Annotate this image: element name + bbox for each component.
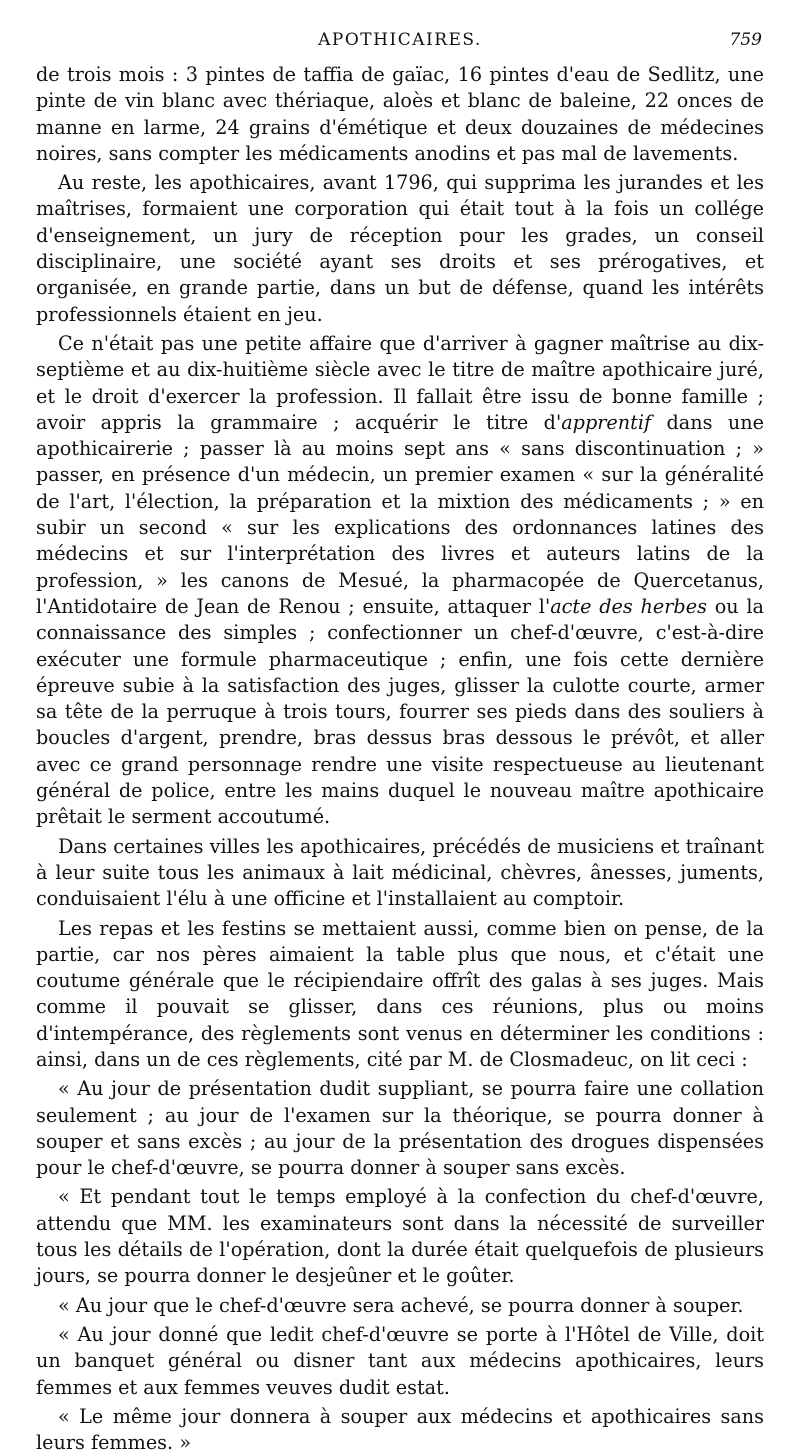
paragraph-text: Dans certaines villes les apothicaires, précédés de musiciens et traînant à leur suite tous les animaux à lait médicinal, chèvres, ânesses, juments, conduisaient l'élu à une officine et l'installaient au comptoir. <box>36 834 764 911</box>
italic-term-apprentif: apprentif <box>561 410 652 434</box>
paragraph-text: Ce n'était pas une petite affaire que d'arriver à gagner maîtrise au dix-septième et au dix-huitième siècle avec le titre de maître apothicaire juré, et le droit d'exercer la profession. Il fallait être issu de bonne famille ; avoir appris la grammaire ; acquérir le titre d' <box>36 331 764 434</box>
quote-paragraph-1 <box>36 1076 764 1181</box>
quote-text: « Et pendant tout le temps employé à la confection du chef-d'œuvre, attendu que MM. les examinateurs sont dans la nécessité de surveiller tous les détails de l'opération, dont la durée était quelquefois de plusieurs jours, se pourra donner le desjeûner et le goûter. <box>36 1185 764 1288</box>
paragraph-text: de trois mois : 3 pintes de taffia de gaïac, 16 pintes d'eau de Sedlitz, une pinte de vin blanc avec thériaque, aloès et blanc de baleine, 22 onces de manne en larme, 24 grains d'émétique et deux douzaines de médecines noires, sans compter les médicaments anodins et pas mal de lavements. <box>36 63 764 165</box>
paragraph-text: Les repas et les festins se mettaient aussi, comme bien on pense, de la partie, car nos pères aimaient la table plus que nous, et c'était une coutume générale que le récipiendaire offrît des galas à ses juges. Mais comme il pouvait se glisser, dans ces réunions, plus ou moins d'intempérance, des règlements sont venus en déterminer les conditions : ainsi, dans un de ces règlements, cité par M. de Closmadeuc, on lit ceci : <box>36 916 764 1071</box>
body-text <box>36 62 764 1456</box>
quote-text: « Le même jour donnera à souper aux médecins et apothicaires sans leurs femmes. » <box>36 1404 764 1455</box>
paragraph-text: ou la connaissance des simples ; confectionner un chef-d'œuvre, c'est-à-dire exécuter une formule pharmaceutique ; enfin, une fois cette dernière épreuve subie à la satisfaction des juges, glisser la culotte courte, armer sa tête de la perruque à trois tours, fourrer ses pieds dans des souliers à boucles d'argent, prendre, bras dessus bras dessous le prévôt, et aller avec ce grand personnage rendre une visite respectueuse au lieutenant général de police, entre les mains duquel le nouveau maître apothicaire prêtait le serment accoutumé. <box>36 594 764 829</box>
quote-text: « Au jour de présentation dudit suppliant, se pourra faire une collation seulement ; au jour de l'examen sur la théorique, se pourra donner à souper et sans excès ; au jour de la présentation des drogues dispensées pour le chef-d'œuvre, se pourra donner à souper sans excès. <box>36 1077 764 1180</box>
quote-text: « Au jour que le chef-d'œuvre sera achevé, se pourra donner à souper. <box>58 1293 744 1317</box>
quote-paragraph-4 <box>36 1322 764 1401</box>
quote-paragraph-5 <box>36 1404 764 1456</box>
paragraph-2 <box>36 170 764 328</box>
running-head <box>36 28 764 62</box>
page-number: 759 <box>729 30 762 50</box>
paragraph-text: Au reste, les apothicaires, avant 1796, qui supprima les jurandes et les maîtrises, formaient une corporation qui était tout à la fois un collége d'enseignement, un jury de réception pour les grades, un conseil disciplinaire, une société ayant ses droits et ses prérogatives, et organisée, en grande partie, dans un but de défense, quand les intérêts professionnels étaient en jeu. <box>36 171 764 326</box>
running-title: APOTHICAIRES. <box>318 30 482 50</box>
quote-paragraph-2 <box>36 1184 764 1289</box>
paragraph-4 <box>36 834 764 913</box>
italic-term-acte-des-herbes: acte des herbes <box>550 594 707 618</box>
paragraph-3 <box>36 331 764 831</box>
paragraph-5 <box>36 916 764 1074</box>
quote-text: « Au jour donné que ledit chef-d'œuvre se porte à l'Hôtel de Ville, doit un banquet général ou disner tant aux médecins apothicaires, leurs femmes et aux femmes veuves dudit estat. <box>36 1322 764 1399</box>
paragraph-text: dans une apothicairerie ; passer là au moins sept ans « sans discontinuation ; » passer, en présence d'un médecin, un premier examen « sur la généralité de l'art, l'élection, la préparation et la mixtion des médicaments ; » en subir un second « sur les explications des ordonnances latines des médecins et sur l'interprétation des livres et auteurs latins de la profession, » les canons de Mesué, la pharmacopée de Quercetanus, l'Antidotaire de Jean de Renou ; ensuite, attaquer l' <box>36 410 764 618</box>
quote-paragraph-3 <box>36 1293 764 1319</box>
paragraph-1 <box>36 62 764 167</box>
